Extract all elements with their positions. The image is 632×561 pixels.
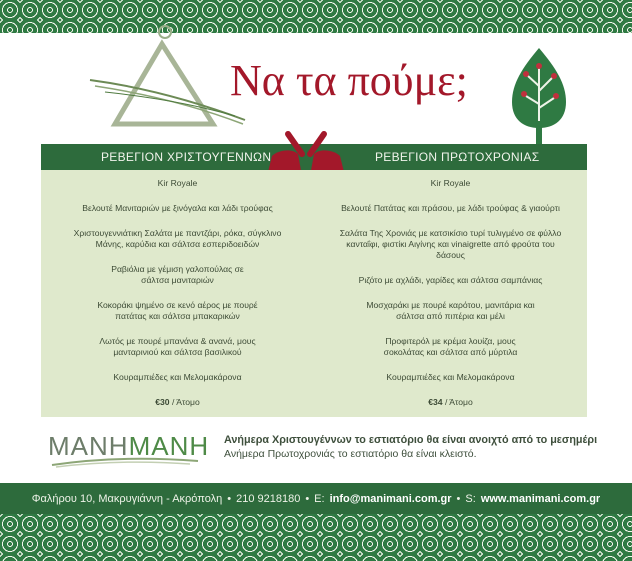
price-unit: / Άτομο [442, 397, 473, 407]
menu-item: Ραβιόλια με γέμιση γαλοπούλας σε σάλτσα μανιταριών [111, 264, 244, 285]
menu-left [41, 178, 314, 422]
footer-bar [0, 483, 632, 514]
menu-item: Βελουτέ Πατάτας και πράσου, με λάδι τρούφας & γιαούρτι [341, 203, 560, 213]
notice-line-1: Ανήμερα Χριστουγέννων το εστιατόριο θα είναι ανοιχτό από το μεσημέρι [224, 434, 598, 446]
menu-item: Βελουτέ Μανιταριών με ξινόγαλα και λάδι τρούφας [82, 203, 273, 213]
footer-phone: 210 9218180 [236, 492, 301, 505]
tree-icon [508, 46, 570, 146]
menu-item: Μοσχαράκι με πουρέ καρότου, μανιτάρια και σάλτσα από πιπέρια και μέλι [366, 300, 535, 321]
menu-item: Κουραμπιέδες και Μελομακάρονα [113, 372, 242, 382]
footer-sep: • [227, 492, 232, 505]
bottom-pattern-border [0, 514, 632, 561]
menu-item: Λωτός με πουρέ μπανάνα & ανανά, μους μανταρινιού και σάλτσα βασιλικού [99, 336, 256, 357]
price-left [41, 397, 314, 408]
menu-item: Kir Royale [157, 178, 198, 188]
menu-item: Χριστουγεννιάτικη Σαλάτα με παντζάρι, ρόκα, σύγκλινο Μάνης, καρύδια και σάλτσα εσπεριδοειδών [73, 228, 282, 249]
menu-item: Σαλάτα Της Χρονιάς με κατσικίσιο τυρί τυλιγμένο σε φύλλο κανταΐφι, φιστίκι Αιγίνης και vinaigrette από φρούτα του δάσους [339, 228, 562, 260]
header-left: ΡΕΒΕΓΙΟΝ ΧΡΙΣΤΟΥΓΕΝΝΩΝ [101, 150, 272, 164]
notice [224, 433, 597, 461]
price-unit: / Άτομο [169, 397, 200, 407]
price-value: €30 [155, 397, 170, 407]
logo-part-2: MANH [128, 431, 210, 461]
footer-site-link[interactable]: www.manimani.com.gr [480, 492, 601, 505]
footer-email-link[interactable]: info@manimani.com.gr [329, 492, 452, 505]
footer-sep: • [305, 492, 310, 505]
footer-sep: • [456, 492, 461, 505]
logo-swoosh-icon [50, 455, 200, 469]
menu-item: Κοκοράκι ψημένο σε κενό αέρος με πουρέ πατάτας και σάλτσα μπακαρικών [97, 300, 258, 321]
price-value: €34 [428, 397, 443, 407]
price-right [314, 397, 587, 408]
footer-address: Φαλήρου 10, Μακρυγιάννη - Ακρόπολη [31, 492, 223, 505]
footer-site-prefix: S: [465, 492, 476, 505]
header-right: ΡΕΒΕΓΙΟΝ ΠΡΩΤΟΧΡΟΝΙΑΣ [375, 150, 540, 164]
triangle-icon [85, 20, 250, 132]
menu-item: Κουραμπιέδες και Μελομακάρονα [386, 372, 515, 382]
menu-item: Ριζότο με αχλάδι, γαρίδες και σάλτσα σαμπάνιας [358, 275, 543, 285]
notice-line-2: Ανήμερα Πρωτοχρονιάς το εστιατόριο θα είναι κλειστό. [224, 448, 477, 460]
footer-email-prefix: E: [314, 492, 325, 505]
menu-item: Προφιτερόλ με κρέμα λουίζα, μους σοκολάτας και σάλτσα από μύρτιλα [383, 336, 518, 357]
logo-part-1: MANH [48, 431, 129, 461]
menu-item: Kir Royale [430, 178, 471, 188]
page-title: Να τα πούμε; [230, 56, 468, 105]
menu-right [314, 178, 587, 422]
